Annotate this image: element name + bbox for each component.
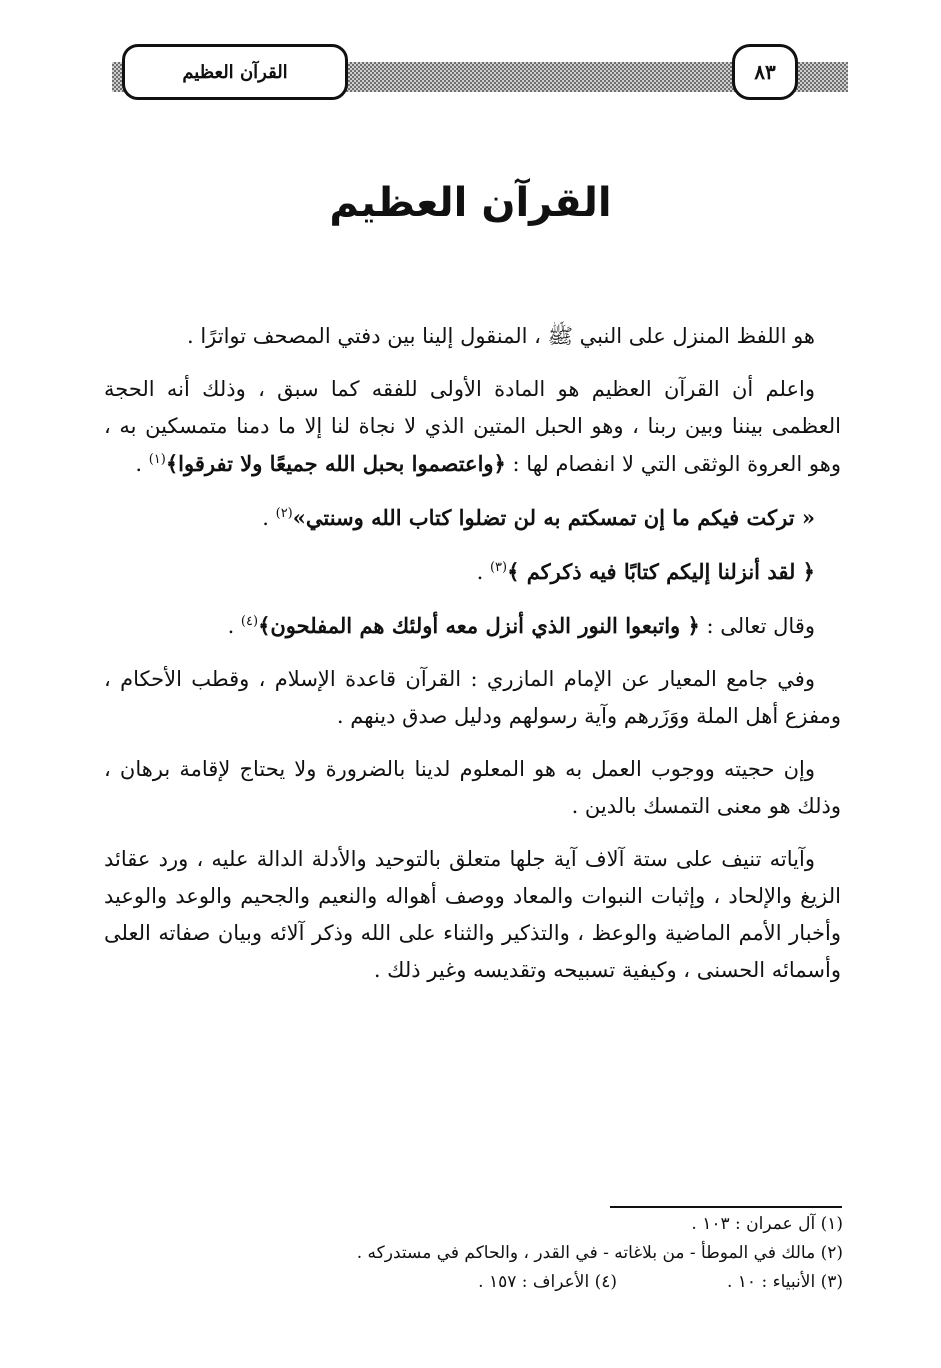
footnote-3-4-line (103, 1268, 843, 1297)
paragraph-verse (104, 553, 841, 591)
period: . (476, 560, 490, 584)
footnote-4: (٤) الأعراف : ١٥٧ . (478, 1272, 617, 1292)
period: . (227, 614, 241, 638)
paragraph-qala-taala (104, 607, 841, 645)
paragraph-necessity: وإن حجيته ووجوب العمل به هو المعلوم لدينا بالضرورة ولا يحتاج لإقامة برهان ، وذلك هو معنى التمسك بالدين . (104, 757, 841, 818)
paragraph-authority (104, 371, 841, 483)
footnotes (103, 1210, 843, 1297)
quran-quote-3: ﴿ واتبعوا النور الذي أنزل معه أولئك هم المفلحون﴾ (258, 613, 700, 638)
chapter-title: القرآن العظيم (329, 180, 612, 226)
footnote-1: (١) آل عمران : ١٠٣ . (691, 1214, 843, 1234)
footnote-ref-3: (٣) (489, 560, 508, 575)
qala-taala-text: وقال تعالى : (699, 614, 815, 638)
quran-quote-1: ﴿واعتصموا بحبل الله جميعًا ولا تفرقوا﴾ (165, 451, 506, 476)
paragraph-verses-content: وآياته تنيف على ستة آلاف آية جلها متعلق بالتوحيد والأدلة الدالة عليه ، ورد عقائد الزيغ والإلحاد ، وإثبات النبوات والمعاد ووصف أهواله والنعيم والجحيم والوعد والوعيد وأخبار الأمم الماضية والوعظ ، والتذكير والثناء على الله وذكر آلائه وبيان صفاته العلى وأسمائه الحسنى ، وكيفية تسبيحه وتقديسه وغير ذلك . (104, 847, 841, 982)
body-text (104, 318, 841, 1005)
paragraph-maziri: وفي جامع المعيار عن الإمام المازري : القرآن قاعدة الإسلام ، وقطب الأحكام ، ومفزع أهل الملة ووَزَرهم وآية رسولهم ودليل صدق دينهم . (104, 667, 841, 728)
footnote-ref-4: (٤) (240, 614, 259, 629)
period: . (135, 452, 149, 476)
footnote-separator (610, 1206, 842, 1208)
footnote-2: (٢) مالك في الموطأ - من بلاغاته - في القدر ، والحاكم في مستدركه . (356, 1243, 843, 1263)
quran-quote-2: ﴿ لقد أنزلنا إليكم كتابًا فيه ذكركم ﴾ (507, 559, 815, 584)
period: . (262, 506, 276, 530)
paragraph-authority-text: واعلم أن القرآن العظيم هو المادة الأولى للفقه كما سبق ، وذلك أنه الحجة العظمى بيننا وبين ربنا ، وهو الحبل المتين الذي لا نجاة لنا إلا ما دمنا متمسكين به ، وهو العروة الوثقى التي لا انفصام لها : (104, 377, 841, 476)
page-number (732, 44, 798, 100)
paragraph-hadith (104, 499, 841, 537)
hadith-quote: « تركت فيكم ما إن تمسكتم به لن تضلوا كتاب الله وسنتي» (292, 505, 815, 530)
footnote-3: (٣) الأنبياء : ١٠ . (726, 1272, 843, 1292)
running-title (122, 44, 348, 100)
running-title-text: القرآن العظيم (182, 61, 288, 83)
footnote-ref-2: (٢) (275, 506, 293, 521)
page-number-text: ٨٣ (754, 60, 776, 84)
footnote-ref-1: (١) (148, 452, 166, 467)
paragraph-definition: هو اللفظ المنزل على النبي ﷺ ، المنقول إلينا بين دفتي المصحف تواترًا . (186, 324, 815, 348)
